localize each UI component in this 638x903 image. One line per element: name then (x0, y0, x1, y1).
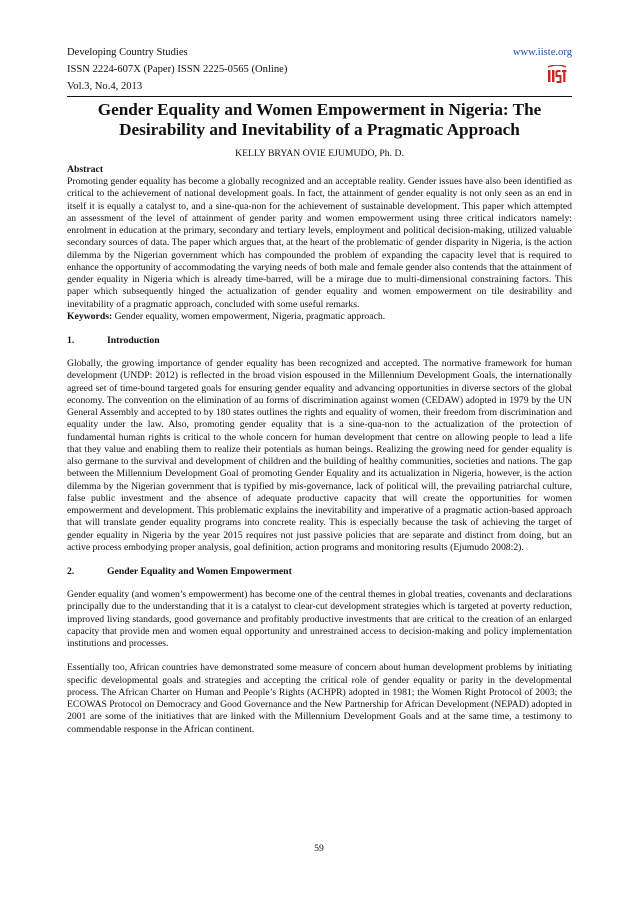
section2-paragraph-2: Essentially too, African countries have demonstrated some measure of concern about human development problems by initiating specific developmental goals and strategies and accepting the critical role of gender equality or parity in the developmental process. The African Charter on Human and People’s Rights (ACHPR) adopted in 1981; the Women Right Protocol of 2003; the ECOWAS Protocol on Democracy and Good Governance and the New Partnership for African Development (NEPAD) adopted in 2001 are some of the initiatives that are linked with the Millennium Development Goals and at the same time, a testimony to commendable response in the African continent. (67, 662, 572, 735)
keywords-label: Keywords: (67, 310, 113, 322)
section-number: 2. (67, 566, 75, 577)
abstract-heading: Abstract (67, 164, 104, 175)
section-title: Introduction (107, 335, 160, 346)
journal-header (67, 44, 572, 94)
journal-name: Developing Country Studies (67, 47, 188, 58)
journal-url-link[interactable]: www.iiste.org (512, 47, 572, 58)
section-title: Gender Equality and Women Empowerment (107, 566, 292, 577)
issn-line: ISSN 2224-607X (Paper) ISSN 2225-0565 (Online) (67, 64, 288, 75)
author-line: KELLY BRYAN OVIE EJUMUDO, Ph. D. (235, 148, 404, 159)
abstract-text: Promoting gender equality has become a globally recognized and an acceptable reality. Gender issues have also been identified as critical to the achievement of national development goals. In fact, the attainment of gender equality is not only seen as an end in itself it is equally a catalyst to, and a sine-qua-non for the achievement of sustainable development. This paper which attempted an assessment of the level of attainment of gender parity and women empowerment using three critical indicators namely: enrolment in education at the primary, secondary and tertiary levels, employment and political decision-making, utilized valuable secondary sources of data. The paper which argues that, at the heart of the problematic of gender disparity in Nigeria, is the action dilemma by the Nigerian government which has compounded the problem of expanding the capacity level that is required to enhance the opportunity of accommodating the varying needs of both male and female gender also contends that the attainment of gender equality in Nigeria which is already time-barred, will be a mirage due to multi-dimensional constraining factors. This paper which subsequently hinged the actualization of gender equality and women empowerment on tile desirability and inevitability of a pragmatic approach, concluded with some useful remarks. (67, 176, 572, 310)
paper-title: Gender Equality and Women Empowerment in Nigeria: The Desirability and Inevitability of a Pragmatic Approach (97, 100, 542, 139)
section-number: 1. (67, 335, 75, 346)
section-heading-introduction (67, 335, 572, 347)
paper-page (67, 44, 572, 748)
iiste-logo-icon (546, 65, 568, 85)
section2-paragraph-1: Gender equality (and women’s empowerment) has become one of the central themes in global treaties, covenants and declarations principally due to the understanding that it is a catalyst to clear-cut development strategies which is targeted at poverty reduction, improved living standards, good governance and profitably productive investments that are critical to the creation of an enlarged capacity that provide men and women equal opportunity and unrestrained access to decision-making and policy implementation institutions and processes. (67, 589, 572, 649)
keywords-line (67, 311, 572, 323)
volume-line: Vol.3, No.4, 2013 (67, 81, 143, 92)
page-number: 59 (314, 843, 324, 854)
header-divider (67, 96, 572, 97)
keywords-text: Gender equality, women empowerment, Nigeria, pragmatic approach. (112, 310, 386, 322)
introduction-paragraph: Globally, the growing importance of gender equality has been recognized and accepted. The normative framework for human development (UNDP: 2012) is reflected in the broad vision espoused in the Millennium Development Goals, the internationally agreed set of time-bound targeted goals for ensuring gender equality and advancing opportunities in diverse sectors of the global economy. The convention on the elimination of au forms of discrimination against women (CEDAW) adopted in 1979 by the UN General Assembly and accepted to by 180 states outlines the rights and equality of women, their freedom from discrimination and equality under the law. Also, promoting gender equality that is a sine-qua-non to the actualization of the protection of fundamental human rights is critical to the whole concern for human development that centre on allowing people to lead a life that they value and enabling them to realize their potentials as human beings. Realizing the growing need for gender equality is also germane to the survival and development of children and the building of healthy communities, societies and nations. The gap between the Millennium Development Goal of promoting Gender Equality and its actualization in Nigeria, however, is the action dilemma by the Nigerian government that is typified by mis-governance, lack of political will, the prevailing patriarchal culture, false public investment and the absence of adequate productive capacity that will create the opportunities for women empowerment and development. This problematic explains the inevitability and imperative of a pragmatic action-based approach that will translate gender equality programs into concrete reality. This is especially because the task of achieving the target of gender equality in Nigeria by the year 2015 requires not just passive policies that are separate and distinct from doing, but an active process embodying proper analysis, goal definition, action programs and monitoring results (Ejumudo 2008:2). (67, 358, 572, 553)
section-heading-gender-equality (67, 566, 572, 578)
